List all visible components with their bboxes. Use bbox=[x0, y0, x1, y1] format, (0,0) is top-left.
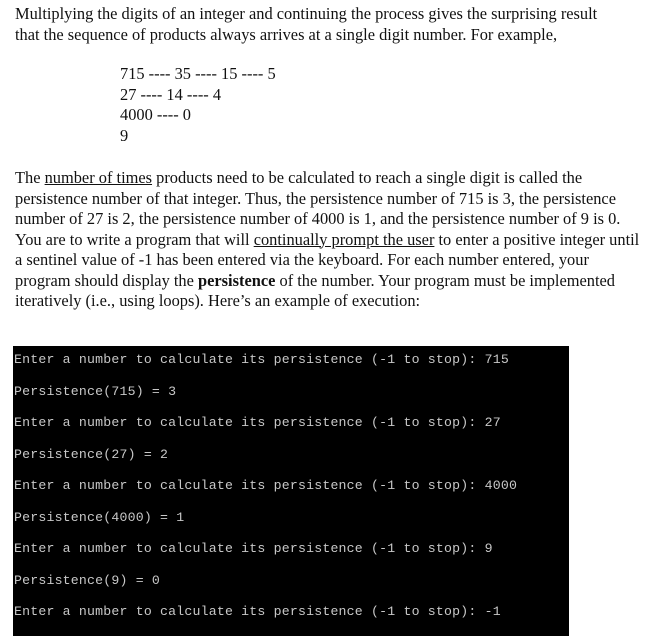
paragraph-gap bbox=[15, 146, 647, 168]
console-result-line: Persistence(4000) = 1 bbox=[14, 509, 185, 525]
definition-paragraph bbox=[15, 168, 647, 230]
continually-prompt-underlined: continually prompt the user bbox=[253, 229, 435, 249]
console-result-line: Persistence(9) = 0 bbox=[14, 572, 161, 588]
console-prompt-line: Enter a number to calculate its persistence (-1 to stop): 9 bbox=[14, 541, 493, 556]
console-prompt-line: Enter a number to calculate its persistence (-1 to stop): 4000 bbox=[14, 478, 518, 493]
persistence-bold: persistence bbox=[198, 270, 276, 290]
console-prompt-line: Enter a number to calculate its persistence (-1 to stop): 715 bbox=[14, 352, 509, 367]
definition-text-end: products need to be calculated to reach a single digit is called the persistence number of that integer. Thus, the persistence number of 715 is 3, the persistence number of 27 is 2, the persistence number of 4000 is 1, and the persistence number of 9 is 0. bbox=[15, 168, 621, 228]
console-output bbox=[13, 346, 569, 636]
task-text-middle: to enter a positive integer until a sentinel value of -1 has been entered via the keyboard. For each number entered, your program should display the bbox=[15, 229, 640, 290]
example-row: 715 ---- 35 ---- 15 ---- 5 bbox=[120, 64, 276, 83]
document-body bbox=[15, 4, 647, 312]
number-of-times-underlined: number of times bbox=[44, 168, 153, 187]
intro-line-1: Multiplying the digits of an integer and continuing the process gives the surprising result bbox=[15, 4, 598, 23]
definition-text-start: The bbox=[15, 168, 45, 187]
example-row: 4000 ---- 0 bbox=[120, 105, 192, 124]
persistence-examples bbox=[120, 64, 647, 146]
example-row: 27 ---- 14 ---- 4 bbox=[120, 84, 222, 104]
intro-paragraph bbox=[15, 4, 647, 45]
console-result-line: Persistence(715) = 3 bbox=[14, 383, 177, 399]
example-row: 9 bbox=[120, 125, 129, 145]
task-text-start: You are to write a program that will bbox=[15, 229, 254, 249]
task-paragraph bbox=[15, 230, 647, 312]
console-result-line: Persistence(27) = 2 bbox=[14, 446, 169, 462]
console-prompt-line: Enter a number to calculate its persistence (-1 to stop): 27 bbox=[14, 415, 501, 430]
intro-line-2: that the sequence of products always arrives at a single digit number. For example, bbox=[15, 24, 558, 44]
console-prompt-line: Enter a number to calculate its persistence (-1 to stop): -1 bbox=[14, 604, 501, 619]
task-text-end: of the number. Your program must be implemented iteratively (i.e., using loops). Here’s an example of execution: bbox=[15, 270, 616, 310]
